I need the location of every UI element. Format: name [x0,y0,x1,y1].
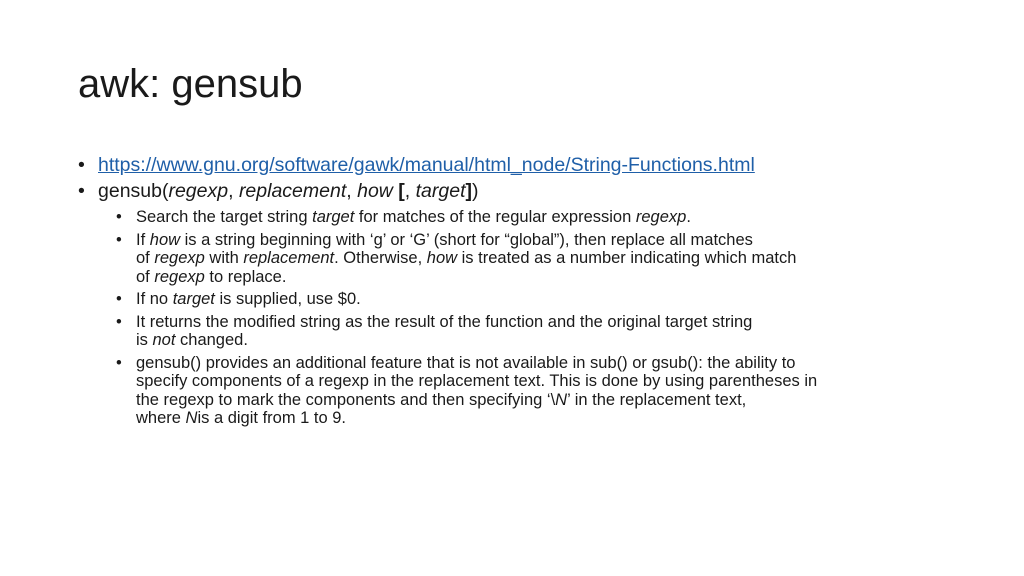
em-regexp: regexp [154,267,205,286]
bullet-line [136,331,958,350]
text: to replace. [204,267,287,286]
text: is [136,331,153,349]
slide-title: awk: gensub [78,62,303,106]
text: where [136,409,186,427]
text: for matches of the regular expression [354,208,636,226]
sig-bracket-open: [ [398,180,405,202]
sig-how: how [357,180,393,202]
sub-bullet-search [78,208,958,227]
bullet-glyph: • [78,180,85,202]
em-n: N [555,390,568,409]
bullet-text [136,290,958,309]
gawk-manual-link[interactable]: https://www.gnu.org/software/gawk/manual/html_node/String-Functions.html [98,154,755,176]
sig-comma: , [228,180,239,202]
bullet-glyph: • [116,312,122,331]
bullet-line: gensub() provides an additional feature that is not available in sub() or gsub(): the ability to [136,353,796,372]
em-not: not [152,331,176,349]
slide-body [78,152,958,428]
sig-target: target [415,180,466,202]
sub-bullet-how [78,231,958,287]
bullet-glyph: • [116,290,122,308]
em-target: target [312,208,355,226]
text: is a digit from 1 to 9. [197,409,347,427]
text: Search the target string [136,208,313,226]
bullet-line [136,409,958,428]
bullet-link [78,152,958,178]
em-regexp: regexp [635,208,687,226]
text: . Otherwise, [334,249,427,267]
bullet-glyph: • [116,230,122,249]
sig-name: gensub( [98,180,169,202]
bullet-line: specify components of a regexp in the replacement text. This is done by using parentheses in [136,372,818,390]
text: is a string beginning with ‘g’ or ‘G’ (short for “global”), then replace all matches [180,230,753,249]
text: If [136,230,150,249]
text: . [686,208,691,226]
bullet-line: It returns the modified string as the result of the function and the original target string [136,312,753,331]
text: of [136,249,155,267]
em-how: how [149,230,181,249]
bullet-glyph: • [78,154,85,176]
sig-bracket-close: ] [465,180,473,202]
sig-regexp: regexp [168,180,229,202]
bullet-glyph: • [116,208,122,226]
text: is treated as a number indicating which match [457,249,797,267]
text: changed. [175,331,248,349]
em-replacement: replacement [243,249,335,267]
text: ’ in the replacement text, [567,390,747,409]
sub-bullet-returns [78,313,958,350]
em-n: N [185,409,198,427]
bullet-text [136,208,958,227]
em-how: how [426,249,458,267]
em-target: target [172,290,215,308]
bullet-signature [78,178,958,204]
sub-bullet-no-target [78,290,958,309]
text: If no [136,290,173,308]
text: with [204,249,244,267]
bullet-line [136,249,958,268]
sig-paren-close: ) [472,180,479,202]
text: the regexp to mark the components and then specifying ‘\ [136,390,556,409]
bullet-glyph: • [116,353,122,372]
function-signature [98,180,479,202]
bullet-line [136,391,958,410]
bullet-line [136,231,958,250]
text: is supplied, use $0. [214,290,361,308]
sig-comma: , [404,180,416,202]
sig-replacement: replacement [238,180,347,202]
sub-bullet-feature [78,354,958,428]
bullet-line [136,268,958,287]
sig-comma: , [346,180,358,202]
em-regexp: regexp [154,249,205,267]
text: of [136,267,155,286]
